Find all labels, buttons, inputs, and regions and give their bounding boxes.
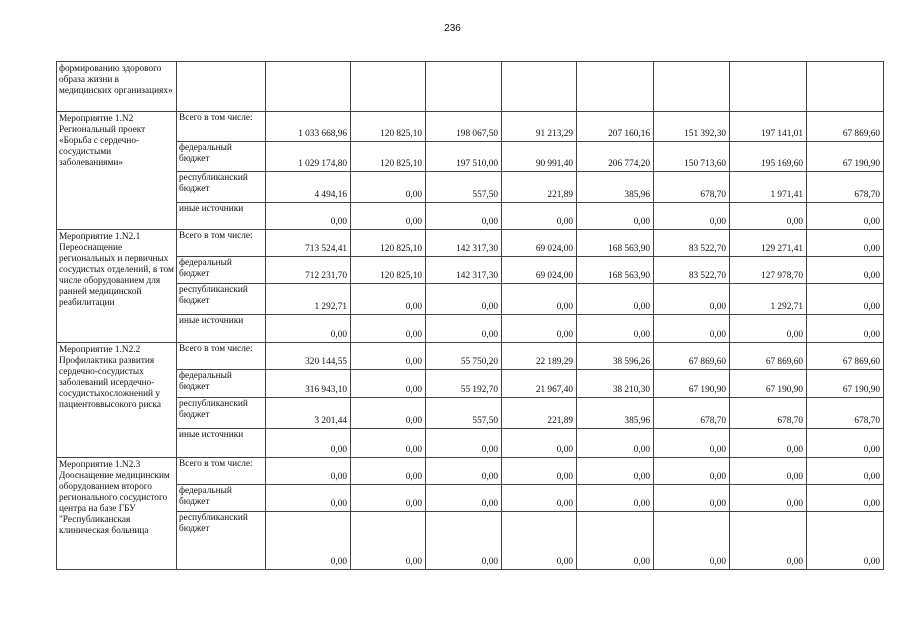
- activity-name-cell: Мероприятие 1.N2.2 Профилактика развития сердечно-сосудистых заболеваний исердечно-сосудистыхосложнений у пациентоввысокого риска: [57, 343, 177, 458]
- amount-cell: 0,00: [426, 512, 502, 570]
- amount-cell: 0,00: [654, 284, 730, 315]
- amount-cell: 0,00: [502, 512, 577, 570]
- budget-table: [56, 61, 884, 570]
- amount-cell: 67 190,90: [654, 370, 730, 398]
- amount-cell: 0,00: [654, 512, 730, 570]
- amount-cell: 197 510,00: [426, 142, 502, 172]
- amount-cell: 3 201,44: [266, 398, 351, 429]
- table-row: [57, 458, 884, 485]
- amount-cell: 712 231,70: [266, 257, 351, 284]
- table-row: [57, 315, 884, 343]
- amount-cell: 0,00: [807, 315, 884, 343]
- amount-cell: 316 943,10: [266, 370, 351, 398]
- amount-cell: 151 392,30: [654, 112, 730, 142]
- page-number: 236: [444, 23, 461, 34]
- funding-source-label: Всего в том числе:: [177, 343, 266, 370]
- amount-cell: 678,70: [730, 398, 807, 429]
- funding-source-label: республиканский бюджет: [177, 398, 266, 429]
- amount-cell: 67 869,60: [730, 343, 807, 370]
- table-row: [57, 485, 884, 512]
- table-body: [57, 62, 884, 570]
- amount-cell: 0,00: [577, 458, 654, 485]
- amount-cell: 206 774,20: [577, 142, 654, 172]
- amount-cell: 0,00: [426, 284, 502, 315]
- amount-cell: 0,00: [351, 429, 426, 458]
- amount-cell: 67 190,90: [807, 370, 884, 398]
- amount-cell: 38 596,26: [577, 343, 654, 370]
- empty-cell: [177, 62, 266, 112]
- amount-cell: 1 292,71: [266, 284, 351, 315]
- amount-cell: 168 563,90: [577, 230, 654, 257]
- amount-cell: 0,00: [730, 485, 807, 512]
- amount-cell: 0,00: [577, 485, 654, 512]
- amount-cell: 0,00: [266, 315, 351, 343]
- amount-cell: 0,00: [730, 458, 807, 485]
- amount-cell: 129 271,41: [730, 230, 807, 257]
- table-row: [57, 429, 884, 458]
- amount-cell: 67 190,90: [730, 370, 807, 398]
- amount-cell: 0,00: [266, 485, 351, 512]
- activity-name-cell: Мероприятие 1.N2 Региональный проект «Борьба с сердечно-сосудистыми заболеваниями»: [57, 112, 177, 230]
- amount-cell: 678,70: [654, 398, 730, 429]
- amount-cell: 0,00: [266, 429, 351, 458]
- amount-cell: 0,00: [426, 429, 502, 458]
- amount-cell: 1 292,71: [730, 284, 807, 315]
- funding-source-label: Всего в том числе:: [177, 458, 266, 485]
- amount-cell: 0,00: [502, 284, 577, 315]
- activity-name-cell: Мероприятие 1.N2.3 Дооснащение медицинским оборудованием второго регионального сосудистого центра на базе ГБУ "Республиканская клиническая больница: [57, 458, 177, 570]
- amount-cell: 0,00: [577, 284, 654, 315]
- amount-cell: 557,50: [426, 172, 502, 203]
- empty-cell: [266, 62, 351, 112]
- amount-cell: 120 825,10: [351, 230, 426, 257]
- amount-cell: 150 713,60: [654, 142, 730, 172]
- amount-cell: 0,00: [351, 370, 426, 398]
- table-row: [57, 257, 884, 284]
- amount-cell: 0,00: [807, 203, 884, 230]
- table-row: [57, 230, 884, 257]
- amount-cell: 0,00: [351, 284, 426, 315]
- funding-source-label: Всего в том числе:: [177, 112, 266, 142]
- funding-source-label: республиканский бюджет: [177, 172, 266, 203]
- funding-source-label: федеральный бюджет: [177, 485, 266, 512]
- funding-source-label: Всего в том числе:: [177, 230, 266, 257]
- amount-cell: 0,00: [426, 315, 502, 343]
- amount-cell: 0,00: [351, 315, 426, 343]
- amount-cell: 0,00: [730, 429, 807, 458]
- activity-name-cell: Мероприятие 1.N2.1 Переоснащение региональных и первичных сосудистых отделений, в том числе оборудованием для ранней медицинской реабилитации: [57, 230, 177, 343]
- amount-cell: 0,00: [807, 485, 884, 512]
- amount-cell: 0,00: [807, 429, 884, 458]
- table-row: [57, 512, 884, 570]
- funding-source-label: федеральный бюджет: [177, 257, 266, 284]
- amount-cell: 142 317,30: [426, 257, 502, 284]
- amount-cell: 0,00: [426, 203, 502, 230]
- amount-cell: 0,00: [654, 485, 730, 512]
- amount-cell: 120 825,10: [351, 257, 426, 284]
- empty-cell: [730, 62, 807, 112]
- funding-source-label: иные источники: [177, 203, 266, 230]
- amount-cell: 67 869,60: [807, 343, 884, 370]
- table-row: [57, 142, 884, 172]
- amount-cell: 0,00: [426, 458, 502, 485]
- amount-cell: 21 967,40: [502, 370, 577, 398]
- amount-cell: 678,70: [654, 172, 730, 203]
- amount-cell: 83 522,70: [654, 230, 730, 257]
- amount-cell: 198 067,50: [426, 112, 502, 142]
- amount-cell: 67 190,90: [807, 142, 884, 172]
- empty-cell: [426, 62, 502, 112]
- amount-cell: 0,00: [502, 485, 577, 512]
- amount-cell: 142 317,30: [426, 230, 502, 257]
- amount-cell: 90 991,40: [502, 142, 577, 172]
- amount-cell: 55 750,20: [426, 343, 502, 370]
- amount-cell: 385,96: [577, 398, 654, 429]
- amount-cell: 0,00: [266, 203, 351, 230]
- amount-cell: 83 522,70: [654, 257, 730, 284]
- table-row: [57, 370, 884, 398]
- amount-cell: 195 169,60: [730, 142, 807, 172]
- empty-cell: [502, 62, 577, 112]
- amount-cell: 713 524,41: [266, 230, 351, 257]
- amount-cell: 385,96: [577, 172, 654, 203]
- amount-cell: 0,00: [266, 512, 351, 570]
- table-row: [57, 203, 884, 230]
- table-row: [57, 172, 884, 203]
- amount-cell: 0,00: [654, 429, 730, 458]
- amount-cell: 0,00: [730, 315, 807, 343]
- amount-cell: 0,00: [426, 485, 502, 512]
- amount-cell: 67 869,60: [807, 112, 884, 142]
- amount-cell: 0,00: [807, 230, 884, 257]
- activity-name-cell: формированию здорового образа жизни в медицинских организациях»: [57, 62, 177, 112]
- amount-cell: 0,00: [351, 485, 426, 512]
- amount-cell: 67 869,60: [654, 343, 730, 370]
- amount-cell: 320 144,55: [266, 343, 351, 370]
- amount-cell: 0,00: [807, 284, 884, 315]
- amount-cell: 22 189,29: [502, 343, 577, 370]
- amount-cell: 0,00: [351, 512, 426, 570]
- amount-cell: 1 029 174,80: [266, 142, 351, 172]
- amount-cell: 120 825,10: [351, 112, 426, 142]
- amount-cell: 91 213,29: [502, 112, 577, 142]
- amount-cell: 127 978,70: [730, 257, 807, 284]
- amount-cell: 0,00: [654, 315, 730, 343]
- funding-source-label: иные источники: [177, 315, 266, 343]
- table-row: [57, 398, 884, 429]
- empty-cell: [351, 62, 426, 112]
- amount-cell: 69 024,00: [502, 230, 577, 257]
- amount-cell: 678,70: [807, 172, 884, 203]
- amount-cell: 0,00: [351, 458, 426, 485]
- amount-cell: 0,00: [807, 257, 884, 284]
- empty-cell: [654, 62, 730, 112]
- amount-cell: 69 024,00: [502, 257, 577, 284]
- amount-cell: 0,00: [502, 458, 577, 485]
- funding-source-label: федеральный бюджет: [177, 142, 266, 172]
- funding-source-label: республиканский бюджет: [177, 512, 266, 570]
- amount-cell: 221,89: [502, 398, 577, 429]
- amount-cell: 0,00: [266, 458, 351, 485]
- amount-cell: 0,00: [577, 315, 654, 343]
- amount-cell: 197 141,01: [730, 112, 807, 142]
- empty-cell: [807, 62, 884, 112]
- funding-source-label: иные источники: [177, 429, 266, 458]
- amount-cell: 557,50: [426, 398, 502, 429]
- amount-cell: 207 160,16: [577, 112, 654, 142]
- funding-source-label: республиканский бюджет: [177, 284, 266, 315]
- amount-cell: 0,00: [730, 203, 807, 230]
- amount-cell: 0,00: [730, 512, 807, 570]
- amount-cell: 120 825,10: [351, 142, 426, 172]
- amount-cell: 168 563,90: [577, 257, 654, 284]
- amount-cell: 0,00: [577, 429, 654, 458]
- amount-cell: 1 971,41: [730, 172, 807, 203]
- amount-cell: 0,00: [654, 458, 730, 485]
- empty-cell: [577, 62, 654, 112]
- amount-cell: 221,89: [502, 172, 577, 203]
- amount-cell: 4 494,16: [266, 172, 351, 203]
- amount-cell: 0,00: [654, 203, 730, 230]
- amount-cell: 0,00: [351, 398, 426, 429]
- table-row: [57, 284, 884, 315]
- amount-cell: 0,00: [351, 343, 426, 370]
- amount-cell: 0,00: [351, 172, 426, 203]
- amount-cell: 0,00: [502, 429, 577, 458]
- amount-cell: 0,00: [807, 512, 884, 570]
- table-row: [57, 112, 884, 142]
- table-row: [57, 62, 884, 112]
- amount-cell: 0,00: [577, 203, 654, 230]
- amount-cell: 38 210,30: [577, 370, 654, 398]
- funding-source-label: федеральный бюджет: [177, 370, 266, 398]
- amount-cell: 0,00: [351, 203, 426, 230]
- amount-cell: 0,00: [577, 512, 654, 570]
- amount-cell: 0,00: [502, 315, 577, 343]
- amount-cell: 678,70: [807, 398, 884, 429]
- amount-cell: 0,00: [502, 203, 577, 230]
- table-row: [57, 343, 884, 370]
- amount-cell: 1 033 668,96: [266, 112, 351, 142]
- amount-cell: 0,00: [807, 458, 884, 485]
- amount-cell: 55 192,70: [426, 370, 502, 398]
